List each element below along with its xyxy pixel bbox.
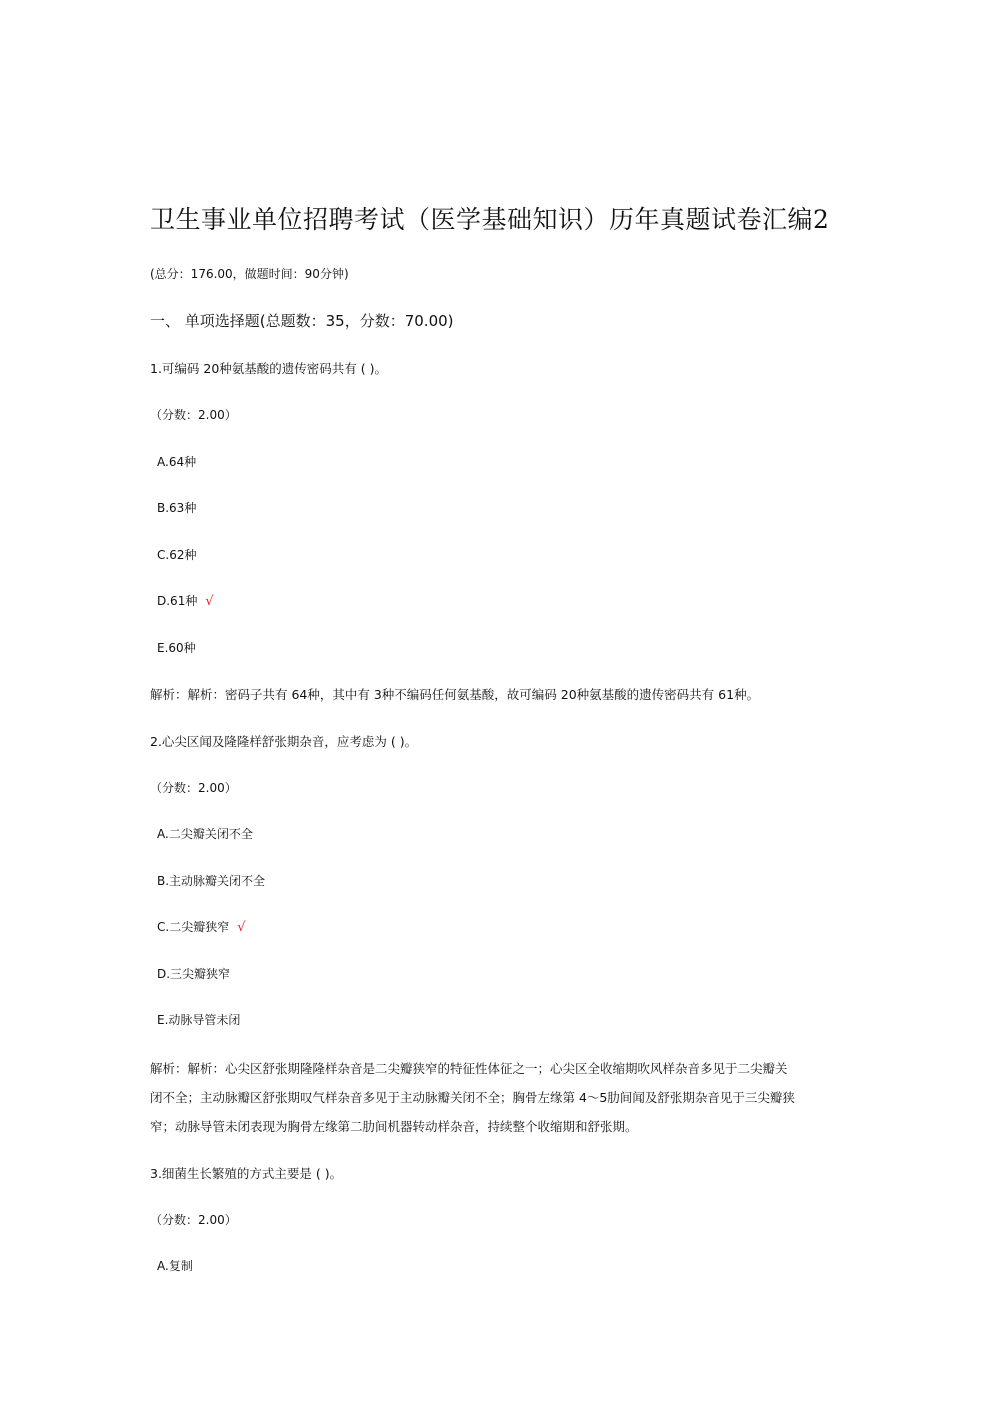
option-a: A.复制	[157, 1259, 193, 1273]
check-mark-icon: √	[237, 920, 246, 935]
document-title: 卫生事业单位招聘考试（医学基础知识）历年真题试卷汇编2	[150, 205, 830, 234]
question-stem: 1.可编码 20种氨基酸的遗传密码共有 ( )。	[150, 361, 388, 376]
option-e: E.60种	[157, 641, 196, 655]
question-stem: 2.心尖区闻及隆隆样舒张期杂音，应考虑为 ( )。	[150, 734, 418, 749]
analysis-line: 闭不全；主动脉瓣区舒张期叹气样杂音多见于主动脉瓣关闭不全；胸骨左缘第 4～5肋间闻及舒张期杂音见于三尖瓣狭	[150, 1090, 795, 1105]
question-score: （分数：2.00）	[150, 781, 237, 795]
question-score: （分数：2.00）	[150, 408, 237, 422]
exam-meta: (总分：176.00，做题时间：90分钟)	[150, 267, 349, 281]
option-c: C.62种	[157, 548, 197, 562]
analysis-line: 解析：解析：密码子共有 64种，其中有 3种不编码任何氨基酸，故可编码 20种氨基酸的遗传密码共有 61种。	[150, 687, 760, 702]
option-d	[157, 592, 214, 609]
option-d: D.三尖瓣狭窄	[157, 967, 231, 981]
option-e: E.动脉导管未闭	[157, 1013, 241, 1027]
analysis-line: 窄；动脉导管未闭表现为胸骨左缘第二肋间机器转动样杂音，持续整个收缩期和舒张期。	[150, 1119, 638, 1134]
option-c-label: C.二尖瓣狭窄	[157, 920, 230, 934]
analysis-line: 解析：解析：心尖区舒张期隆隆样杂音是二尖瓣狭窄的特征性体征之一；心尖区全收缩期吹风样杂音多见于二尖瓣关	[150, 1061, 788, 1076]
option-b: B.主动脉瓣关闭不全	[157, 874, 266, 888]
option-d-label: D.61种	[157, 594, 198, 608]
option-b: B.63种	[157, 501, 197, 515]
section-heading: 一、 单项选择题(总题数：35，分数：70.00)	[150, 312, 454, 330]
question-stem: 3.细菌生长繁殖的方式主要是 ( )。	[150, 1166, 343, 1181]
question-score: （分数：2.00）	[150, 1213, 237, 1227]
check-mark-icon: √	[205, 594, 214, 609]
option-a: A.64种	[157, 455, 197, 469]
option-c	[157, 918, 246, 935]
option-a: A.二尖瓣关闭不全	[157, 827, 253, 841]
